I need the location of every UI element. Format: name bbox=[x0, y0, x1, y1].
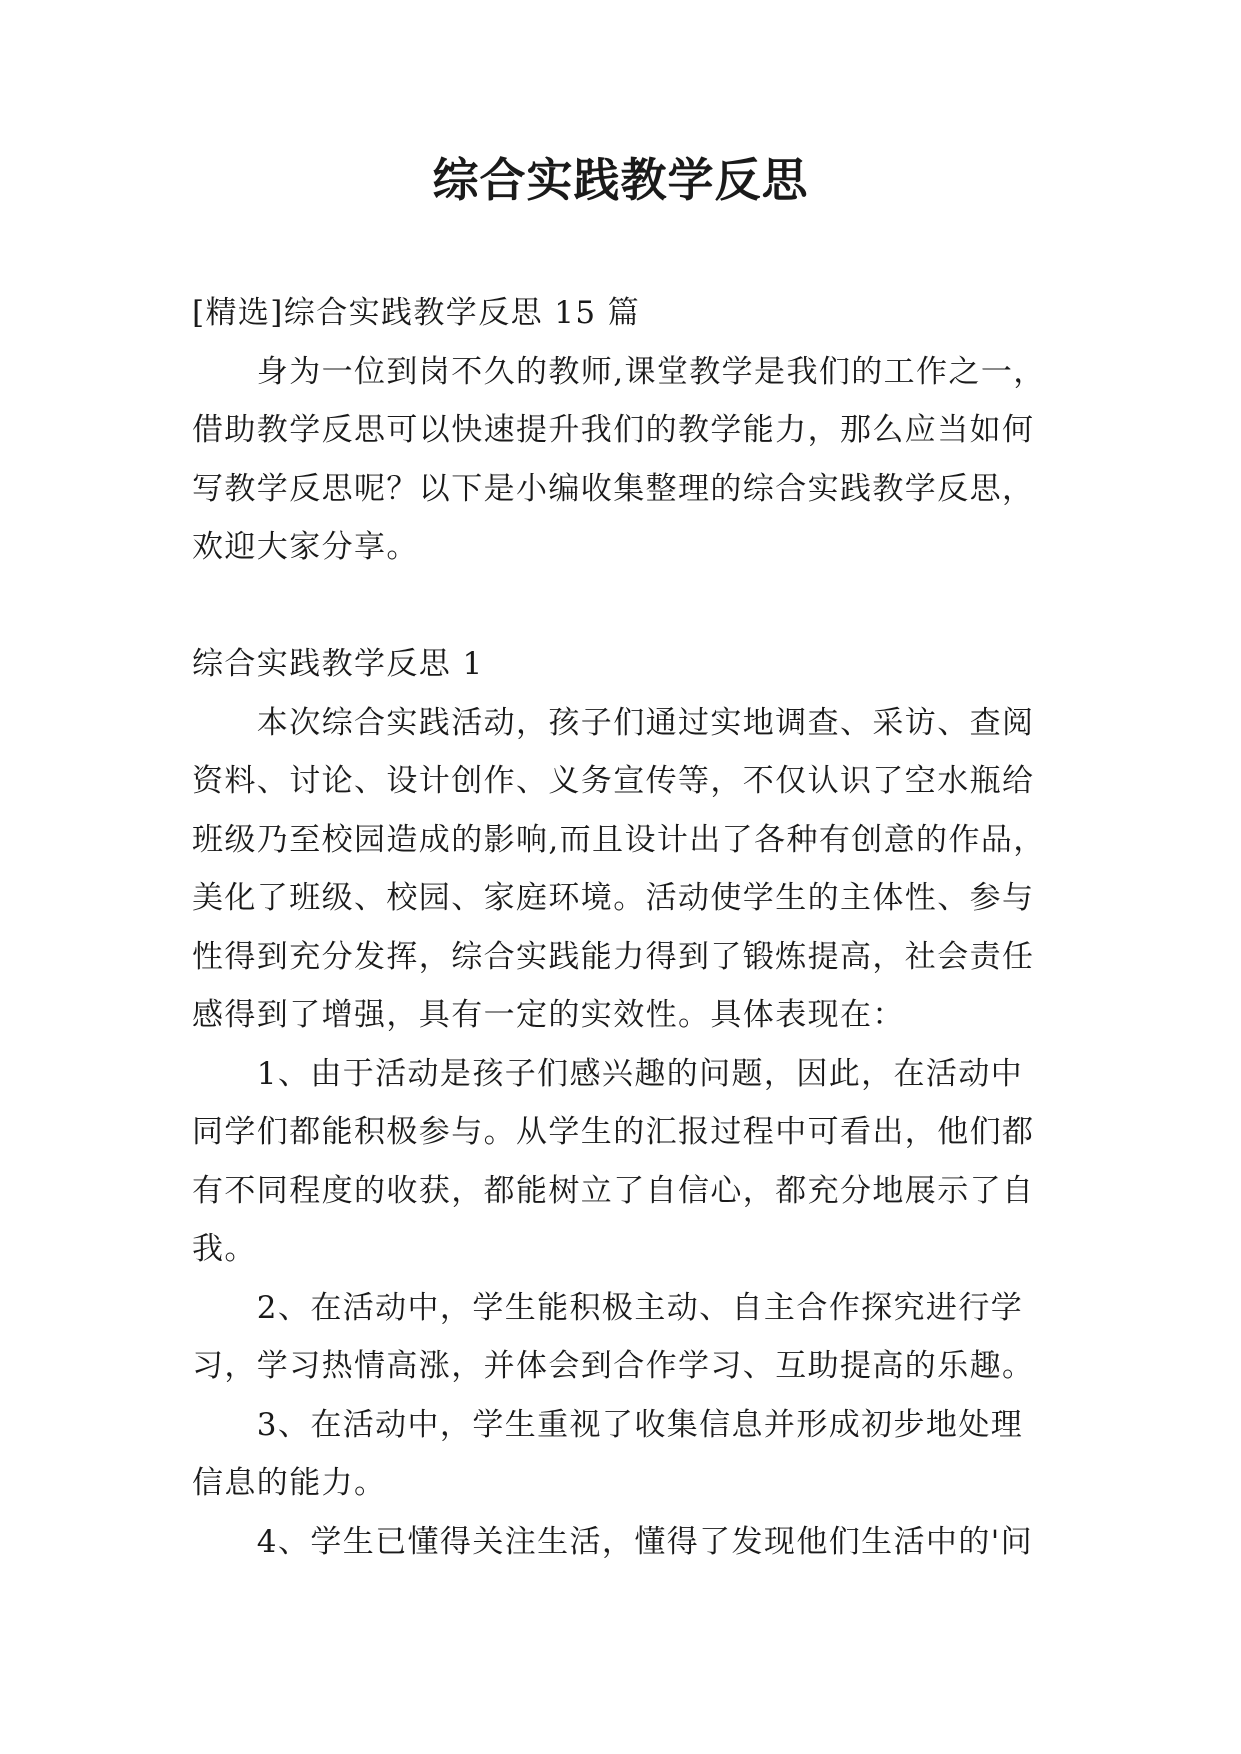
text-line: 3、在活动中，学生重视了收集信息并形成初步地处理 bbox=[192, 1406, 1024, 1443]
text-line: 本次综合实践活动，孩子们通过实地调查、采访、查阅 bbox=[192, 704, 1035, 741]
text-line: [精选]综合实践教学反思 15 篇 bbox=[192, 295, 641, 331]
text-line: 4、学生已懂得关注生活，懂得了发现他们生活中的'问 bbox=[192, 1523, 1034, 1560]
document-body bbox=[192, 284, 1072, 1571]
text-line: 我。 bbox=[192, 1231, 257, 1267]
text-line: 2、在活动中，学生能积极主动、自主合作探究进行学 bbox=[192, 1289, 1024, 1326]
text-line: 感得到了增强，具有一定的实效性。具体表现在： bbox=[192, 997, 905, 1033]
paragraph-gap bbox=[192, 577, 1072, 636]
text-line: 信息的能力。 bbox=[192, 1465, 387, 1501]
document-title: 综合实践教学反思 bbox=[432, 153, 809, 207]
text-line: 同学们都能积极参与。从学生的汇报过程中可看出，他们都 bbox=[192, 1114, 1035, 1150]
text-line: 1、由于活动是孩子们感兴趣的问题，因此，在活动中 bbox=[192, 1055, 1024, 1092]
text-line: 班级乃至校园造成的影响,而且设计出了各种有创意的作品， bbox=[192, 821, 1046, 858]
text-line: 资料、讨论、设计创作、义务宣传等，不仅认识了空水瓶给 bbox=[192, 763, 1035, 799]
section-heading: 综合实践教学反思 1 bbox=[192, 646, 484, 682]
text-line: 写教学反思呢？以下是小编收集整理的综合实践教学反思， bbox=[192, 470, 1035, 507]
text-line: 身为一位到岗不久的教师,课堂教学是我们的工作之一， bbox=[192, 353, 1046, 390]
text-line: 有不同程度的收获，都能树立了自信心，都充分地展示了自 bbox=[192, 1172, 1035, 1209]
text-line: 欢迎大家分享。 bbox=[192, 529, 419, 565]
text-line: 性得到充分发挥，综合实践能力得到了锻炼提高，社会责任 bbox=[192, 938, 1035, 975]
text-line: 习，学习热情高涨，并体会到合作学习、互助提高的乐趣。 bbox=[192, 1348, 1035, 1384]
text-line: 借助教学反思可以快速提升我们的教学能力，那么应当如何 bbox=[192, 412, 1035, 448]
text-line: 美化了班级、校园、家庭环境。活动使学生的主体性、参与 bbox=[192, 880, 1035, 916]
